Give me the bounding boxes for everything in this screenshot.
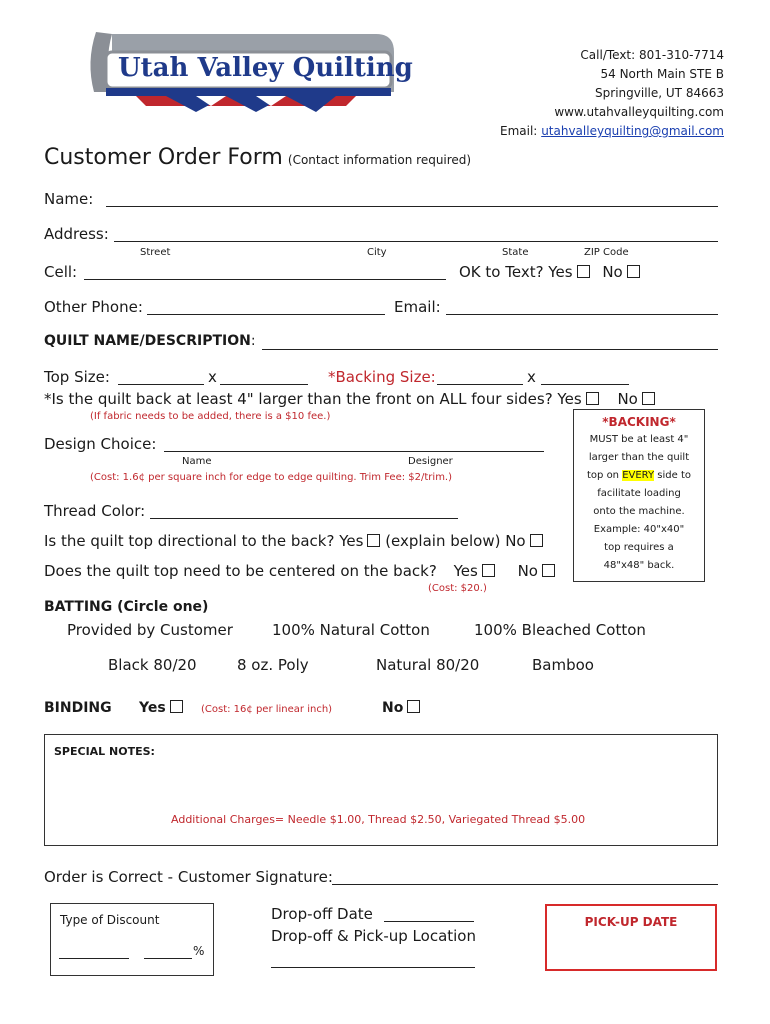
backing-size-width-field[interactable] bbox=[437, 384, 523, 385]
contact-website[interactable]: www.utahvalleyquilting.com bbox=[554, 105, 724, 119]
design-choice-label: Design Choice: bbox=[44, 435, 157, 453]
cell-label: Cell: bbox=[44, 263, 78, 281]
ok-text-yes-checkbox[interactable] bbox=[577, 265, 590, 278]
centered-cost-note: (Cost: $20.) bbox=[428, 583, 487, 594]
special-notes-title: SPECIAL NOTES: bbox=[54, 745, 155, 758]
design-cost-note: (Cost: 1.6¢ per square inch for edge to edge quilting. Trim Fee: $2/trim.) bbox=[90, 472, 453, 483]
signature-field[interactable] bbox=[332, 884, 718, 885]
address-field[interactable] bbox=[114, 241, 718, 242]
top-size-width-field[interactable] bbox=[118, 384, 204, 385]
backing-size-height-field[interactable] bbox=[541, 384, 629, 385]
centered-no-checkbox[interactable] bbox=[542, 564, 555, 577]
zip-hint: ZIP Code bbox=[584, 247, 629, 258]
backing-note-line5: onto the machine. bbox=[593, 506, 685, 517]
other-phone-field[interactable] bbox=[147, 314, 385, 315]
backing-note-title: *BACKING* bbox=[602, 415, 676, 429]
batting-option-poly[interactable]: 8 oz. Poly bbox=[237, 656, 309, 674]
contact-block bbox=[500, 46, 724, 141]
batting-option-natural-cotton[interactable]: 100% Natural Cotton bbox=[272, 621, 430, 639]
backing-no-checkbox[interactable] bbox=[642, 392, 655, 405]
ok-text-label: OK to Text? Yes bbox=[459, 263, 573, 281]
city-hint: City bbox=[367, 247, 387, 258]
binding-yes-label: Yes bbox=[139, 700, 166, 716]
discount-label: Type of Discount bbox=[60, 913, 160, 927]
binding-no-checkbox[interactable] bbox=[407, 700, 420, 713]
backing-note-line1: MUST be at least 4" bbox=[589, 434, 689, 445]
contact-email-link[interactable]: utahvalleyquilting@gmail.com bbox=[541, 124, 724, 138]
binding-title: BINDING bbox=[44, 700, 112, 716]
batting-title: BATTING (Circle one) bbox=[44, 599, 209, 615]
additional-charges: Additional Charges= Needle $1.00, Thread $2.50, Variegated Thread $5.00 bbox=[171, 813, 586, 826]
contact-phone: Call/Text: 801-310-7714 bbox=[580, 48, 724, 62]
brand-logo bbox=[76, 22, 413, 114]
quilt-name-colon: : bbox=[250, 333, 256, 349]
signature-label: Order is Correct - Customer Signature: bbox=[44, 868, 333, 886]
design-choice-field[interactable] bbox=[164, 451, 544, 452]
dropoff-date-field[interactable] bbox=[384, 921, 474, 922]
brand-name: Utah Valley Quilting bbox=[118, 53, 413, 83]
binding-yes-checkbox[interactable] bbox=[170, 700, 183, 713]
quilt-name-field[interactable] bbox=[262, 349, 718, 350]
contact-address1: 54 North Main STE B bbox=[600, 67, 724, 81]
form-title-note: (Contact information required) bbox=[287, 153, 472, 167]
centered-no-label: No bbox=[517, 562, 538, 580]
form-title: Customer Order Form bbox=[44, 145, 283, 170]
backing-no-label: No bbox=[617, 390, 638, 408]
centered-yes-label: Yes bbox=[453, 562, 478, 580]
backing-note-line3-post: side to bbox=[654, 470, 691, 481]
other-phone-label: Other Phone: bbox=[44, 298, 143, 316]
pickup-date-label: PICK-UP DATE bbox=[584, 915, 678, 929]
backing-note-line8: 48"x48" back. bbox=[603, 560, 675, 571]
backing-size-label: *Backing Size: bbox=[328, 368, 436, 386]
backing-note-line4: facilitate loading bbox=[597, 488, 681, 499]
dropoff-location-field[interactable] bbox=[271, 967, 475, 968]
street-hint: Street bbox=[140, 247, 171, 258]
dropoff-location-label: Drop-off & Pick-up Location bbox=[271, 927, 476, 945]
design-name-hint: Name bbox=[182, 456, 212, 467]
name-field[interactable] bbox=[106, 206, 718, 207]
top-size-x: x bbox=[208, 368, 217, 386]
discount-percent-sign: % bbox=[193, 944, 205, 958]
backing-question: *Is the quilt back at least 4" larger than the front on ALL four sides? Yes bbox=[44, 390, 582, 408]
directional-question: Is the quilt top directional to the back? Yes bbox=[44, 532, 364, 550]
contact-email-label: Email: bbox=[500, 124, 538, 138]
address-label: Address: bbox=[44, 225, 109, 243]
batting-option-provided[interactable]: Provided by Customer bbox=[67, 621, 233, 639]
batting-option-bleached-cotton[interactable]: 100% Bleached Cotton bbox=[474, 621, 646, 639]
backing-note-box bbox=[573, 409, 705, 582]
backing-yes-checkbox[interactable] bbox=[586, 392, 599, 405]
directional-explain: (explain below) No bbox=[385, 532, 526, 550]
designer-hint: Designer bbox=[408, 456, 453, 467]
directional-yes-checkbox[interactable] bbox=[367, 534, 380, 547]
batting-option-natural-8020[interactable]: Natural 80/20 bbox=[376, 656, 480, 674]
backing-note-line3-pre: top on bbox=[587, 470, 623, 481]
binding-no-label: No bbox=[382, 700, 404, 716]
dropoff-date-label: Drop-off Date bbox=[271, 905, 373, 923]
fabric-fee-note: (If fabric needs to be added, there is a $10 fee.) bbox=[90, 411, 331, 422]
thread-color-field[interactable] bbox=[150, 518, 458, 519]
backing-note-every: EVERY bbox=[622, 470, 655, 481]
email-label: Email: bbox=[394, 298, 441, 316]
backing-size-x: x bbox=[527, 368, 536, 386]
special-notes-box[interactable] bbox=[44, 734, 718, 846]
centered-question: Does the quilt top need to be centered on the back? bbox=[44, 562, 437, 580]
centered-yes-checkbox[interactable] bbox=[482, 564, 495, 577]
directional-no-checkbox[interactable] bbox=[530, 534, 543, 547]
ok-text-no-label: No bbox=[602, 263, 623, 281]
thread-color-label: Thread Color: bbox=[44, 502, 146, 520]
discount-box bbox=[50, 903, 214, 976]
discount-type-field[interactable] bbox=[59, 958, 129, 959]
email-field[interactable] bbox=[446, 314, 718, 315]
batting-option-black-8020[interactable]: Black 80/20 bbox=[108, 656, 197, 674]
batting-option-bamboo[interactable]: Bamboo bbox=[532, 656, 594, 674]
contact-address2: Springville, UT 84663 bbox=[595, 86, 724, 100]
quilt-name-label: QUILT NAME/DESCRIPTION bbox=[44, 333, 251, 349]
backing-note-line2: larger than the quilt bbox=[588, 452, 690, 463]
discount-percent-field[interactable] bbox=[144, 958, 192, 959]
state-hint: State bbox=[502, 247, 529, 258]
backing-note-line6: Example: 40"x40" bbox=[593, 524, 685, 535]
backing-note-line7: top requires a bbox=[604, 542, 674, 553]
top-size-height-field[interactable] bbox=[220, 384, 308, 385]
pickup-date-box[interactable] bbox=[545, 904, 717, 971]
name-label: Name: bbox=[44, 190, 94, 208]
cell-field[interactable] bbox=[84, 279, 446, 280]
binding-cost-note: (Cost: 16¢ per linear inch) bbox=[201, 704, 333, 715]
top-size-label: Top Size: bbox=[44, 368, 110, 386]
ok-text-no-checkbox[interactable] bbox=[627, 265, 640, 278]
